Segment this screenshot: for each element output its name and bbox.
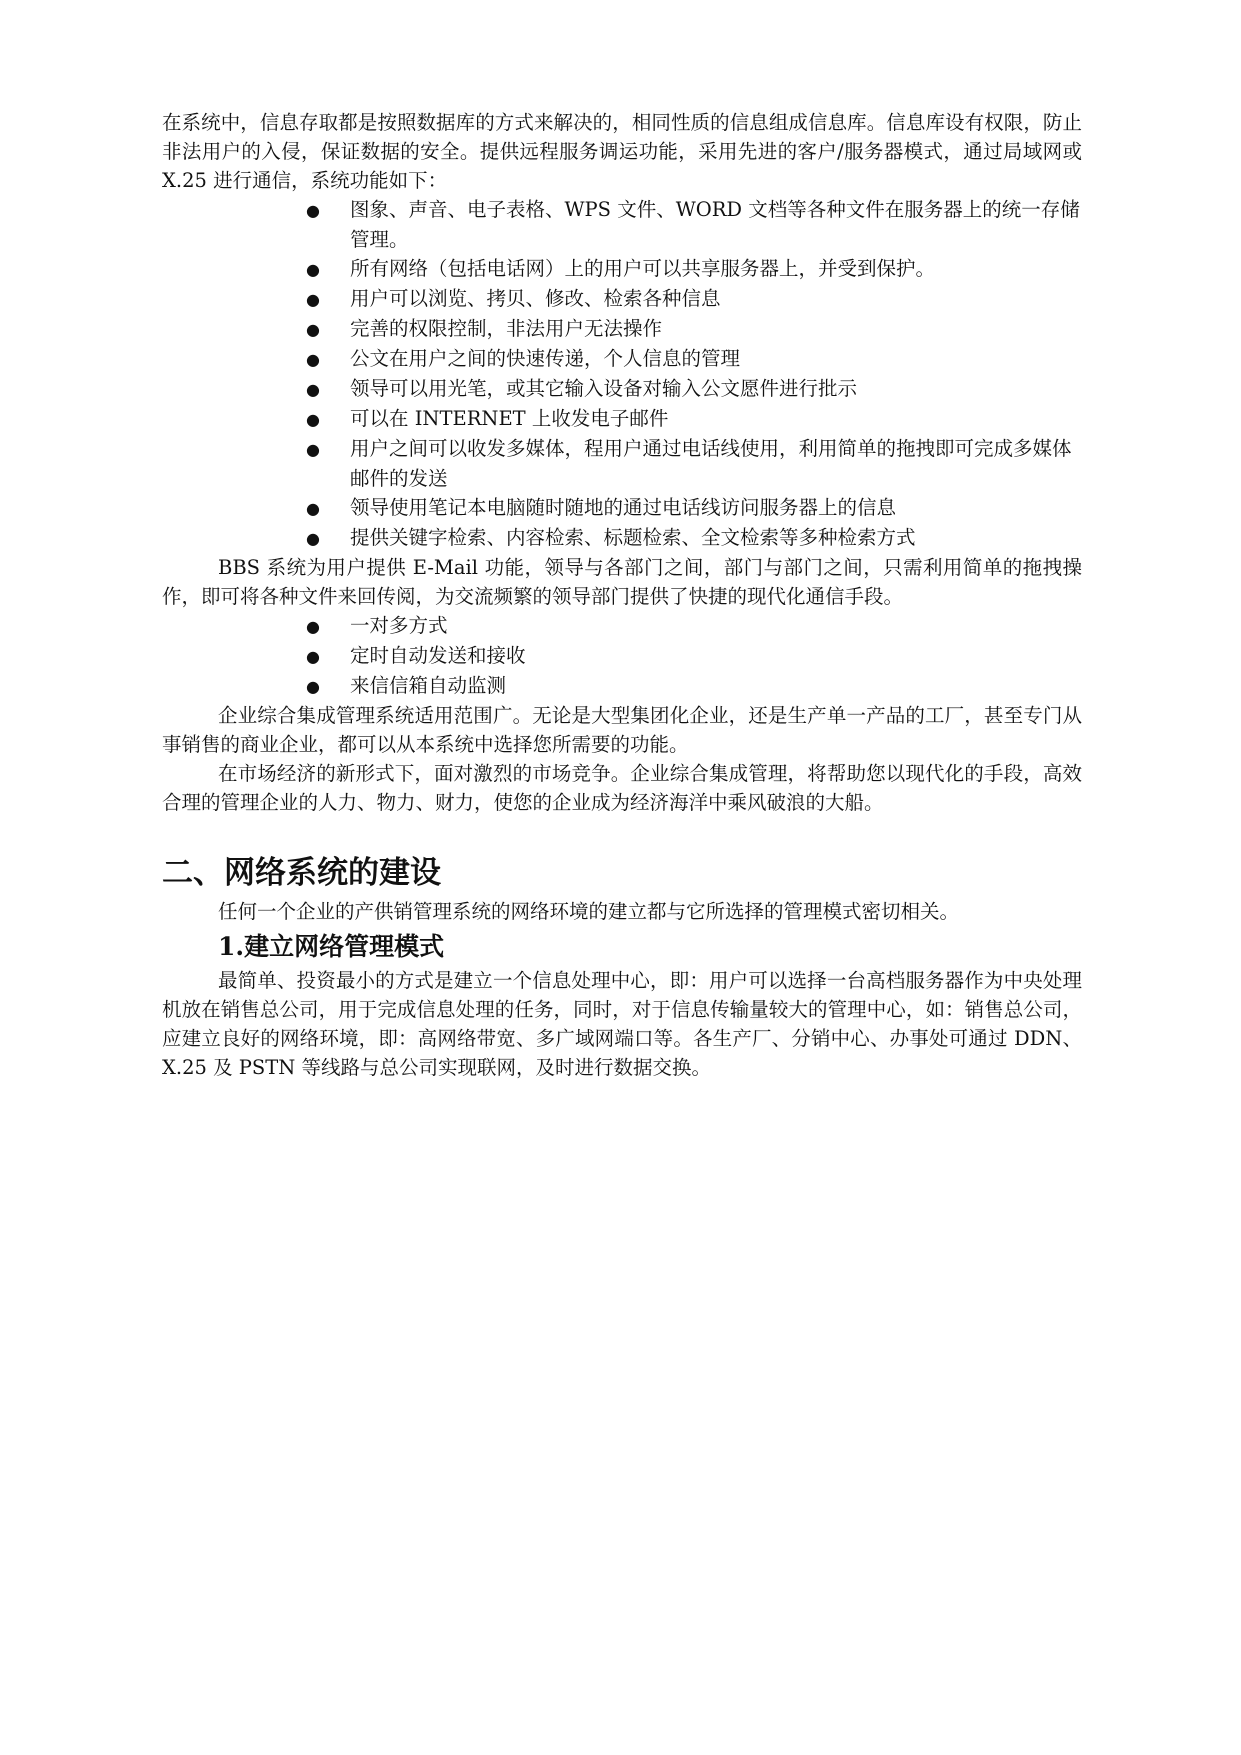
- section-heading: 二、网络系统的建设: [162, 855, 441, 891]
- bullet-icon: ●: [306, 440, 320, 459]
- list-item: [206, 611, 1082, 641]
- subsection-heading: 1.建立网络管理模式: [218, 932, 445, 961]
- bullet-icon: ●: [306, 617, 320, 636]
- list-item-text: 可以在 INTERNET 上收发电子邮件: [350, 407, 669, 430]
- list-item: [206, 195, 1082, 254]
- list-item: [206, 254, 1082, 284]
- list-item-text: 来信信箱自动监测: [350, 674, 507, 697]
- section-intro: 任何一个企业的产供销管理系统的网络环境的建立都与它所选择的管理模式密切相关。: [218, 900, 960, 923]
- bullet-icon: ●: [306, 320, 320, 339]
- bullet-icon: ●: [306, 499, 320, 518]
- list-item-text: 定时自动发送和接收: [350, 644, 526, 667]
- bullet-icon: ●: [306, 647, 320, 666]
- bullet-icon: ●: [306, 201, 320, 220]
- bullet-icon: ●: [306, 290, 320, 309]
- list-item: [206, 434, 1082, 493]
- list-item: [206, 523, 1082, 553]
- list-item: [206, 284, 1082, 314]
- list-item-text: 一对多方式: [350, 614, 448, 637]
- list-item: [206, 493, 1082, 523]
- list-item-text: 图象、声音、电子表格、WPS 文件、WORD 文档等各种文件在服务器上的统一存储管理。: [350, 198, 1080, 251]
- mail-feature-list: [162, 611, 1082, 701]
- list-item: [206, 641, 1082, 671]
- bullet-icon: ●: [306, 410, 320, 429]
- intro-paragraph: 在系统中，信息存取都是按照数据库的方式来解决的，相同性质的信息组成信息库。信息库设有权限，防止非法用户的入侵，保证数据的安全。提供远程服务调运功能，采用先进的客户/服务器模式，通过局域网或 X.25 进行通信，系统功能如下：: [162, 111, 1082, 192]
- bullet-icon: ●: [306, 677, 320, 696]
- list-item: [206, 374, 1082, 404]
- list-item-text: 用户之间可以收发多媒体，程用户通过电话线使用，利用简单的拖拽即可完成多媒体邮件的发送: [350, 437, 1072, 490]
- bbs-paragraph: BBS 系统为用户提供 E-Mail 功能，领导与各部门之间，部门与部门之间，只需利用简单的拖拽操作，即可将各种文件来回传阅，为交流频繁的领导部门提供了快捷的现代化通信手段。: [162, 556, 1082, 608]
- closing-paragraph-1: 企业综合集成管理系统适用范围广。无论是大型集团化企业，还是生产单一产品的工厂，甚至专门从事销售的商业企业，都可以从本系统中选择您所需要的功能。: [162, 704, 1082, 756]
- list-item-text: 所有网络（包括电话网）上的用户可以共享服务器上，并受到保护。: [350, 257, 936, 280]
- closing-paragraph-2: 在市场经济的新形式下，面对激烈的市场竞争。企业综合集成管理，将帮助您以现代化的手段，高效合理的管理企业的人力、物力、财力，使您的企业成为经济海洋中乘风破浪的大船。: [162, 762, 1082, 814]
- bullet-icon: ●: [306, 380, 320, 399]
- bullet-icon: ●: [306, 529, 320, 548]
- bullet-icon: ●: [306, 350, 320, 369]
- list-item-text: 用户可以浏览、拷贝、修改、检索各种信息: [350, 287, 721, 310]
- list-item-text: 提供关键字检索、内容检索、标题检索、全文检索等多种检索方式: [350, 526, 916, 549]
- document-body: [162, 108, 1082, 1082]
- list-item: [206, 344, 1082, 374]
- feature-list: [162, 195, 1082, 553]
- list-item-text: 公文在用户之间的快速传递，个人信息的管理: [350, 347, 741, 370]
- list-item: [206, 671, 1082, 701]
- subsection-paragraph: 最简单、投资最小的方式是建立一个信息处理中心，即：用户可以选择一台高档服务器作为中央处理机放在销售总公司，用于完成信息处理的任务，同时，对于信息传输量较大的管理中心，如：销售总公司，应建立良好的网络环境，即：高网络带宽、多广域网端口等。各生产厂、分销中心、办事处可通过 DDN、X.25 及 PSTN 等线路与总公司实现联网，及时进行数据交换。: [162, 969, 1082, 1079]
- bullet-icon: ●: [306, 260, 320, 279]
- list-item-text: 完善的权限控制，非法用户无法操作: [350, 317, 663, 340]
- list-item: [206, 314, 1082, 344]
- list-item-text: 领导可以用光笔，或其它输入设备对输入公文愿件进行批示: [350, 377, 858, 400]
- list-item: [206, 404, 1082, 434]
- list-item-text: 领导使用笔记本电脑随时随地的通过电话线访问服务器上的信息: [350, 496, 897, 519]
